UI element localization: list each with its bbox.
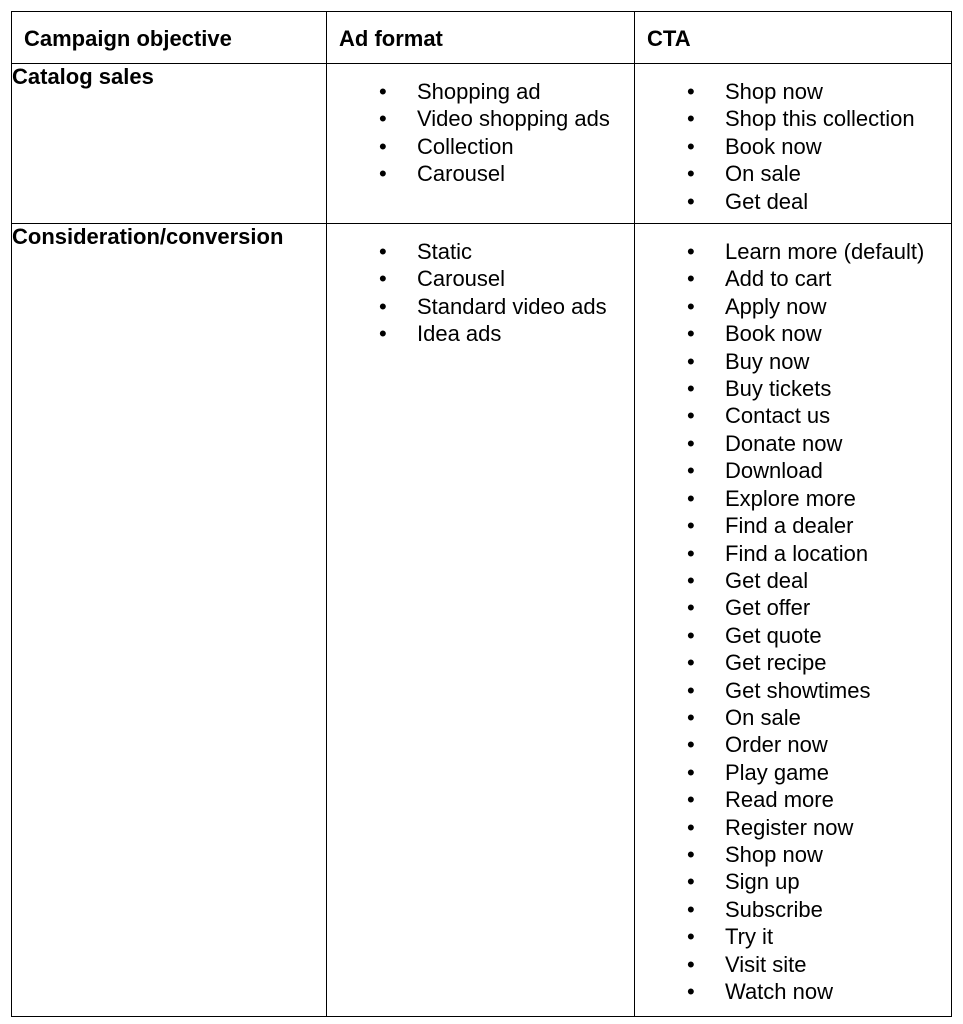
- cta-list: [635, 224, 951, 1013]
- objective-cell: Consideration/conversion: [12, 224, 327, 1017]
- table-row: [12, 224, 952, 1017]
- cta-item: • Get showtimes: [635, 677, 951, 704]
- cta-item: • Contact us: [635, 402, 951, 429]
- ad-format-item: • Idea ads: [327, 320, 634, 347]
- cta-item: • Get recipe: [635, 649, 951, 676]
- cta-item: • Visit site: [635, 951, 951, 978]
- campaign-table: [11, 11, 952, 1017]
- cta-item: • Download: [635, 457, 951, 484]
- header-ad-format: Ad format: [327, 12, 635, 64]
- ad-format-item: • Static: [327, 238, 634, 265]
- cta-item: • Buy now: [635, 348, 951, 375]
- cta-item: • Buy tickets: [635, 375, 951, 402]
- cta-item: • Subscribe: [635, 896, 951, 923]
- ad-format-item: • Shopping ad: [327, 78, 634, 105]
- cta-item: • Shop now: [635, 78, 951, 105]
- cta-item: • Watch now: [635, 978, 951, 1005]
- ad-format-item: • Carousel: [327, 265, 634, 292]
- cta-item: • Get deal: [635, 188, 951, 215]
- cta-item: • Get offer: [635, 594, 951, 621]
- cta-item: • Get deal: [635, 567, 951, 594]
- cta-item: • Find a location: [635, 540, 951, 567]
- ad-format-item: • Video shopping ads: [327, 105, 634, 132]
- cta-item: • Explore more: [635, 485, 951, 512]
- cta-item: • Sign up: [635, 868, 951, 895]
- table-row: [12, 64, 952, 224]
- cta-item: • On sale: [635, 704, 951, 731]
- cta-item: • Get quote: [635, 622, 951, 649]
- cta-item: • Shop now: [635, 841, 951, 868]
- ad-format-item: • Carousel: [327, 160, 634, 187]
- header-cta: CTA: [635, 12, 952, 64]
- ad-format-item: • Standard video ads: [327, 293, 634, 320]
- ad-format-item: • Collection: [327, 133, 634, 160]
- ad-format-list: [327, 64, 634, 196]
- cta-cell: [635, 224, 952, 1017]
- objective-cell: Catalog sales: [12, 64, 327, 224]
- cta-item: • Try it: [635, 923, 951, 950]
- cta-item: • Learn more (default): [635, 238, 951, 265]
- header-row: [12, 12, 952, 64]
- cta-item: • Play game: [635, 759, 951, 786]
- cta-item: • Apply now: [635, 293, 951, 320]
- cta-item: • On sale: [635, 160, 951, 187]
- cta-item: • Read more: [635, 786, 951, 813]
- cta-cell: [635, 64, 952, 224]
- cta-item: • Find a dealer: [635, 512, 951, 539]
- cta-item: • Add to cart: [635, 265, 951, 292]
- header-campaign-objective: Campaign objective: [12, 12, 327, 64]
- cta-item: • Register now: [635, 814, 951, 841]
- cta-item: • Order now: [635, 731, 951, 758]
- ad-format-list: [327, 224, 634, 356]
- ad-format-cell: [327, 224, 635, 1017]
- cta-item: • Donate now: [635, 430, 951, 457]
- cta-item: • Shop this collection: [635, 105, 951, 132]
- cta-item: • Book now: [635, 133, 951, 160]
- cta-item: • Book now: [635, 320, 951, 347]
- cta-list: [635, 64, 951, 223]
- ad-format-cell: [327, 64, 635, 224]
